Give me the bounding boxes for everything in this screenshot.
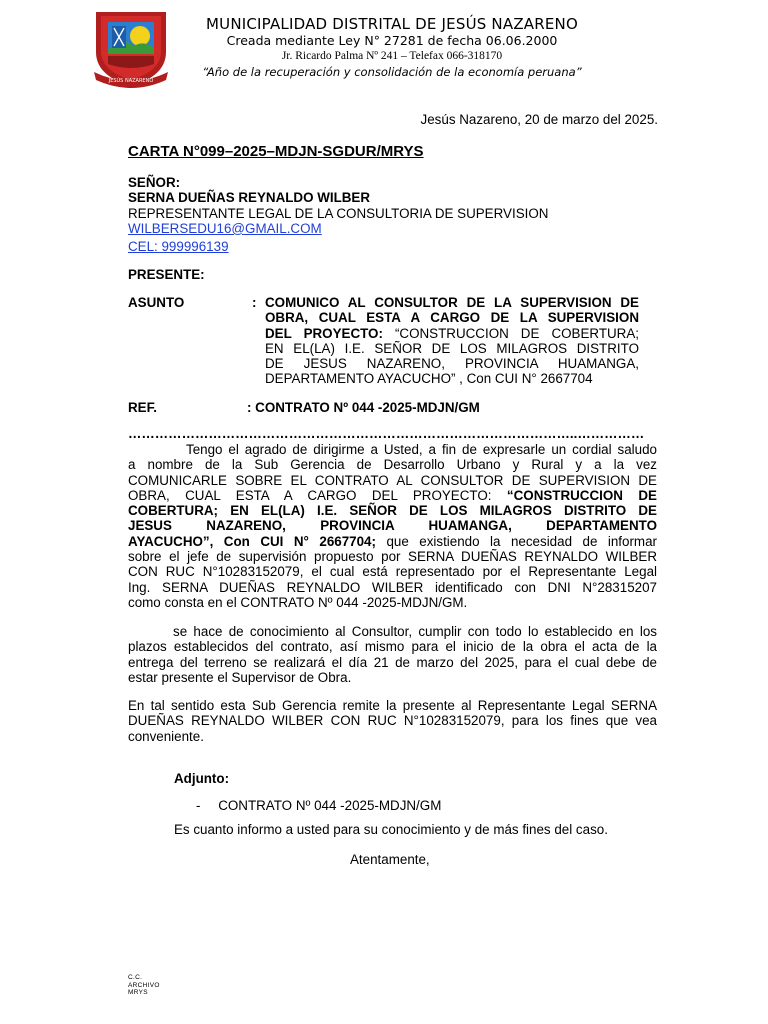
adjunto-item-text: CONTRATO Nº 044 -2025-MDJN/GM xyxy=(218,798,442,813)
addressee-name: SERNA DUEÑAS REYNALDO WILBER xyxy=(128,190,371,206)
signoff: Atentamente, xyxy=(350,852,430,867)
dotted-separator: ………………………………………………………………………………………..…………… xyxy=(128,426,645,441)
address-line: Jr. Ricardo Palma Nº 241 – Telefax 066-318170 xyxy=(281,50,503,62)
footer-references: C.C. ARCHIVO MRYS xyxy=(128,974,160,996)
addressee-phone-link[interactable]: CEL: 999996139 xyxy=(128,239,229,255)
paragraph-3: En tal sentido esta Sub Gerencia remite la presente al Representante Legal SERNA DUEÑAS REYNALDO WILBER CON RUC N°10283152079, para los fines que vea conveniente. xyxy=(128,698,657,744)
adjunto-bullet: - xyxy=(196,798,201,813)
paragraph-2: se hace de conocimiento al Consultor, cumplir con todo lo establecido en los plazos establecidos del contrato, así mismo para el inicio de la obra el acta de la entrega del terreno se realizará el día 21 de marzo del 2025, para el cual debe de estar presente el Supervisor de Obra. xyxy=(128,624,657,685)
addressee-email-link[interactable]: WILBERSEDU16@GMAIL.COM xyxy=(128,220,322,236)
asunto-text: COMUNICO AL CONSULTOR DE LA SUPERVISION DE OBRA, CUAL ESTA A CARGO DE LA SUPERVISION DEL PROYECTO: “CONSTRUCCION DE COBERTURA; EN EL(LA) I.E. SEÑOR DE LOS MILAGROS DISTRITO DE JESUS NAZARENO, PROVINCIA HUAMANGA, DEPARTAMENTO AYACUCHO” , Con CUI N° 2667704 xyxy=(265,295,639,387)
creation-law: Creada mediante Ley N° 27281 de fecha 06.06.2000 xyxy=(226,33,558,48)
asunto-colon: : xyxy=(252,295,257,310)
letter-number: CARTA N°099–2025–MDJN-SGDUR/MRYS xyxy=(128,143,424,160)
closing-line: Es cuanto informo a usted para su conocimiento y de más fines del caso. xyxy=(174,822,608,837)
year-slogan: “Año de la recuperación y consolidación de la economía peruana” xyxy=(202,65,582,79)
presente-label: PRESENTE: xyxy=(128,267,205,282)
paragraph-1: Tengo el agrado de dirigirme a Usted, a fin de expresarle un cordial saludo a nombre de la Sub Gerencia de Desarrollo Urbano y Rural y a la vez COMUNICARLE SOBRE EL CONTRATO AL CONSULTOR DE SUPERVISION DE OBRA, CUAL ESTA A CARGO DEL PROYECTO: “CONSTRUCCION DE COBERTURA; EN EL(LA) I.E. SEÑOR DE LOS MILAGROS DISTRITO DE JESUS NAZARENO, PROVINCIA HUAMANGA, DEPARTAMENTO AYACUCHO”, Con CUI N° 2667704; que existiendo la necesidad de informar sobre el jefe de supervisión propuesto por SERNA DUEÑAS REYNALDO WILBER CON RUC N°10283152079, el cual está representado por el Representante Legal Ing. SERNA DUEÑAS REYNALDO WILBER identificado con DNI N°28315207 como consta en el CONTRATO Nº 044 -2025-MDJN/GM. xyxy=(128,442,657,610)
municipality-name: MUNICIPALIDAD DISTRITAL DE JESÚS NAZARENO xyxy=(206,15,578,33)
addressee-block xyxy=(128,175,668,254)
ref-value: : CONTRATO Nº 044 -2025-MDJN/GM xyxy=(247,400,480,415)
salutation: SEÑOR: xyxy=(128,175,181,190)
crest-banner-text: JESÚS NAZARENO xyxy=(108,78,154,84)
ref-label: REF. xyxy=(128,400,158,415)
adjunto-label: Adjunto: xyxy=(174,771,230,786)
date-line: Jesús Nazareno, 20 de marzo del 2025. xyxy=(420,112,658,127)
adjunto-item xyxy=(196,798,441,813)
addressee-role: REPRESENTANTE LEGAL DE LA CONSULTORIA DE SUPERVISION xyxy=(128,205,549,221)
asunto-label: ASUNTO xyxy=(128,295,185,310)
